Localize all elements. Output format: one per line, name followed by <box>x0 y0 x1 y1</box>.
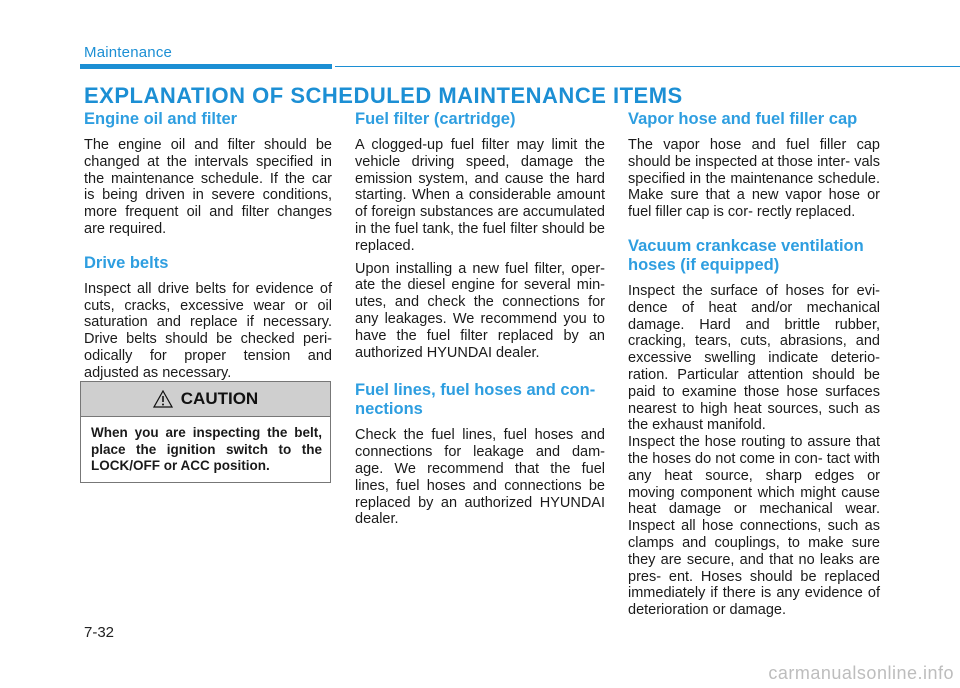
paragraph-engine-oil: The engine oil and filter should be changed at the intervals specified in the maintenance schedule. If the car is being driven in severe conditions, more frequent oil and filter changes are required. <box>84 137 332 237</box>
column-1 <box>84 110 332 388</box>
caution-title: CAUTION <box>180 389 259 408</box>
header-rule-thin <box>335 66 960 67</box>
column-3 <box>628 110 880 625</box>
page-number: 7-32 <box>84 624 115 641</box>
paragraph-fuel-lines: Check the fuel lines, fuel hoses and connections for leakage and dam- age. We recommend that the fuel lines, fuel hoses and connections be replaced by an authorized HYUNDAI dealer. <box>355 427 605 528</box>
section-label: Maintenance <box>84 44 173 61</box>
heading-engine-oil: Engine oil and filter <box>84 110 238 128</box>
watermark: carmanualsonline.info <box>768 663 954 683</box>
paragraph-vapor-hose: The vapor hose and fuel filler cap should be inspected at those inter- vals specified in the maintenance schedule. Make sure that a new vapor hose or fuel filler cap is cor- rectly replaced. <box>628 137 880 221</box>
page-title: EXPLANATION OF SCHEDULED MAINTENANCE ITEMS <box>84 83 683 108</box>
caution-box <box>80 381 331 483</box>
paragraph-drive-belts: Inspect all drive belts for evidence of cuts, cracks, excessive wear or oil saturation and replace if necessary. Drive belts should be checked peri- odically for proper tension and adjusted as necessary. <box>84 280 332 381</box>
paragraph-fuel-filter-1: A clogged-up fuel filter may limit the vehicle driving speed, damage the emission system, and cause the hard starting. When a considerable amount of foreign substances are accumulated in the fuel tank, the fuel filter should be replaced. <box>355 137 605 254</box>
heading-fuel-filter: Fuel filter (cartridge) <box>355 110 516 128</box>
caution-text: When you are inspecting the belt, place the ignition switch to the LOCK/OFF or ACC position. <box>91 425 322 473</box>
caution-header <box>81 382 330 417</box>
heading-vacuum-hoses: Vacuum crankcase ventilation hoses (if equipped) <box>628 236 864 274</box>
heading-vapor-hose: Vapor hose and fuel filler cap <box>628 110 858 128</box>
heading-fuel-lines: Fuel lines, fuel hoses and con- nections <box>355 381 596 419</box>
header-rule-thick <box>80 64 332 69</box>
paragraph-vacuum-hoses-2: Inspect the hose routing to assure that the hoses do not come in con- tact with any heat source, sharp edges or moving component which might cause heat damage or mechanical wear. Inspect all hose connections, such as clamps and couplings, to make sure they are secure, and that no leaks are pres- ent. Hoses should be replaced immediately if there is any evidence of deterioration or damage. <box>628 434 880 619</box>
heading-drive-belts: Drive belts <box>84 253 169 272</box>
warning-triangle-icon <box>153 390 173 408</box>
paragraph-fuel-filter-2: Upon installing a new fuel filter, oper- ate the diesel engine for several min- utes, and check the connections for any leakages. We recommend you to have the fuel filter replaced by an authorized HYUNDAI dealer. <box>355 260 605 361</box>
paragraph-vacuum-hoses-1: Inspect the surface of hoses for evi- dence of heat and/or mechanical damage. Hard and brittle rubber, cracking, tears, cuts, abrasions, and excessive swelling indicate deterio- ration. Particular attention should be paid to examine those hose surfaces nearest to high heat sources, such as the exhaust manifold. <box>628 282 880 434</box>
column-2 <box>355 110 605 534</box>
